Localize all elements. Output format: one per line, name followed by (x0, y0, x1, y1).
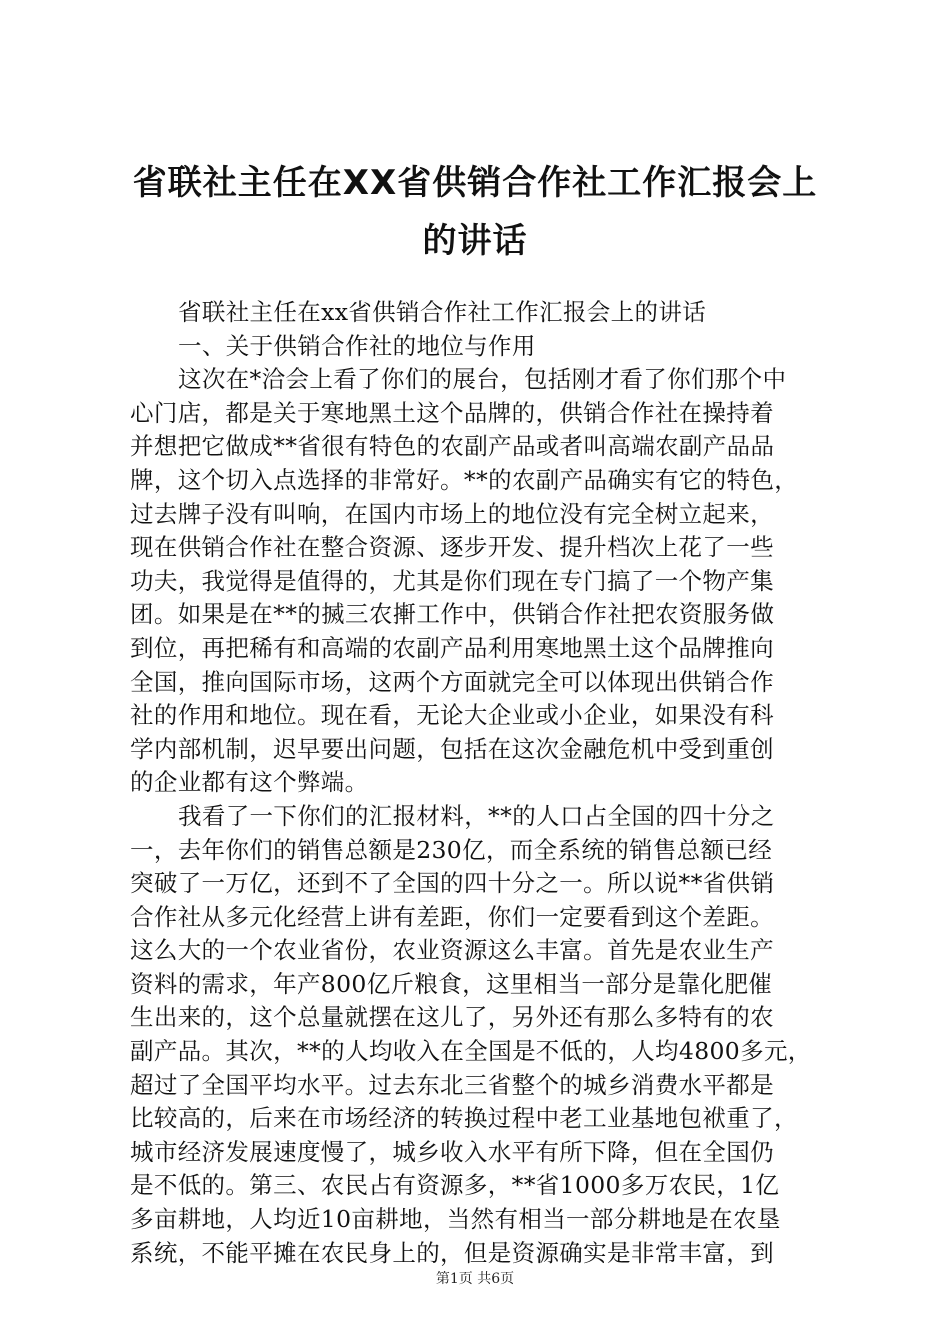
document-body (130, 296, 826, 1270)
body-line: 这么大的一个农业省份，农业资源这么丰富。首先是农业生产 (130, 936, 774, 965)
body-line: 一、关于供销合作社的地位与作用 (178, 331, 536, 360)
document-title-line-1: 省联社主任在XX省供销合作社工作汇报会上 (132, 163, 818, 203)
body-line: 合作社从多元化经营上讲有差距，你们一定要看到这个差距。 (130, 902, 774, 931)
body-line: 资料的需求，年产800亿斤粮食，这里相当一部分是靠化肥催 (130, 969, 773, 998)
body-line: 超过了全国平均水平。过去东北三省整个的城乡消费水平都是 (130, 1070, 774, 1099)
body-line: 副产品。其次，**的人均收入在全国是不低的，人均4800多元， (130, 1037, 812, 1066)
body-line: 城市经济发展速度慢了，城乡收入水平有所下降，但在全国仍 (130, 1137, 774, 1166)
body-line: 现在供销合作社在整合资源、逐步开发、提升档次上花了一些 (130, 533, 774, 562)
body-line: 到位，再把稀有和高端的农副产品利用寒地黑土这个品牌推向 (130, 633, 774, 662)
body-line: 突破了一万亿，还到不了全国的四十分之一。所以说**省供销 (130, 869, 775, 898)
body-line: 我看了一下你们的汇报材料，**的人口占全国的四十分之 (178, 801, 775, 830)
body-line: 是不低的。第三、农民占有资源多，**省1000多万农民，1亿 (130, 1171, 780, 1200)
body-line: 功夫，我觉得是值得的，尤其是你们现在专门搞了一个物产集 (130, 566, 774, 595)
body-line: 多亩耕地，人均近10亩耕地，当然有相当一部分耕地是在农垦 (130, 1205, 781, 1234)
body-line: 过去牌子没有叫响，在国内市场上的地位没有完全树立起来， (130, 499, 774, 528)
body-line: 一，去年你们的销售总额是230亿，而全系统的销售总额已经 (130, 835, 773, 864)
body-line: 生出来的，这个总量就摆在这儿了，另外还有那么多特有的农 (130, 1003, 774, 1032)
body-line: 比较高的，后来在市场经济的转换过程中老工业基地包袱重了， (130, 1104, 798, 1133)
page-footer: 第1页 共6页 (435, 1271, 515, 1287)
document-title-line-2: 的讲话 (422, 221, 528, 261)
body-line: 心门店，都是关于寒地黑土这个品牌的，供销合作社在操持着 (130, 398, 774, 427)
body-line: 社的作用和地位。现在看，无论大企业或小企业，如果没有科 (130, 701, 774, 730)
body-line: 省联社主任在xx省供销合作社工作汇报会上的讲话 (178, 298, 707, 326)
body-line: 系统，不能平摊在农民身上的，但是资源确实是非常丰富，到 (130, 1238, 774, 1267)
body-line: 全国，推向国际市场，这两个方面就完全可以体现出供销合作 (130, 667, 774, 696)
body-line: 学内部机制，迟早要出问题，包括在这次金融危机中受到重创 (130, 734, 774, 763)
body-line: 团。如果是在**的搣三农搟工作中，供销合作社把农资服务做 (130, 600, 775, 629)
body-line: 这次在*洽会上看了你们的展台，包括刚才看了你们那个中 (178, 365, 787, 394)
body-line: 牌，这个切入点选择的非常好。**的农副产品确实有它的特色， (130, 465, 799, 494)
body-line: 的企业都有这个弊端。 (130, 768, 369, 797)
body-line: 并想把它做成**省很有特色的农副产品或者叫高端农副产品品 (130, 432, 775, 461)
